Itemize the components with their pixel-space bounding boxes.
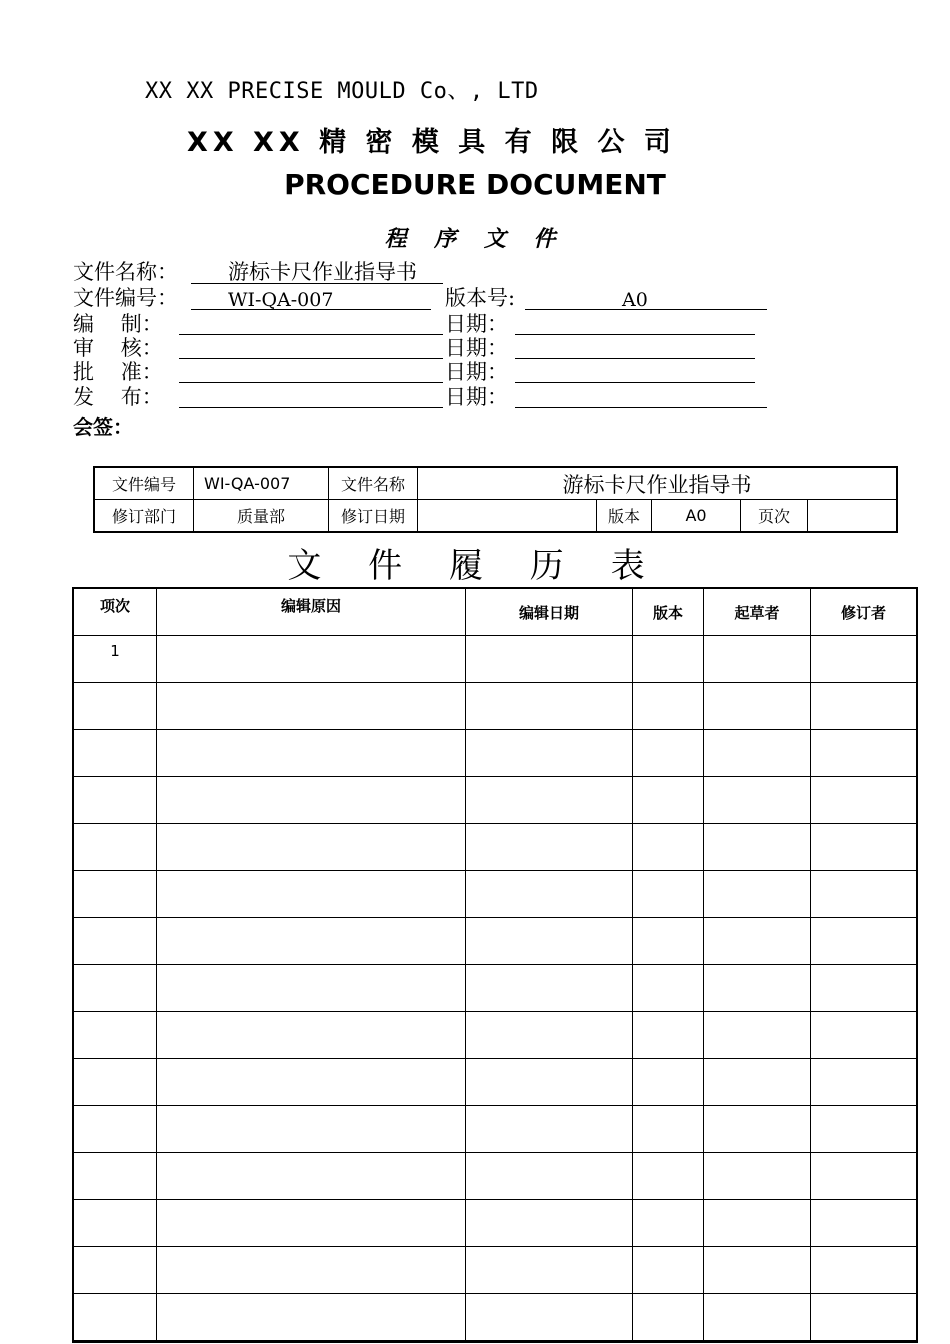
- table-cell: [466, 1294, 633, 1342]
- table-row: [73, 777, 917, 824]
- compile-date-label: 日期：: [445, 312, 508, 336]
- table-cell: [157, 965, 466, 1012]
- table-cell: [811, 965, 918, 1012]
- info-rev-date-value: [418, 500, 597, 533]
- review-label: 审 核：: [73, 336, 163, 360]
- table-cell: [704, 824, 811, 871]
- table-cell: [157, 1059, 466, 1106]
- table-cell: [73, 683, 157, 730]
- table-cell: [73, 1059, 157, 1106]
- table-cell: [466, 1012, 633, 1059]
- document-title-cn: 程 序 文 件: [384, 226, 566, 252]
- table-cell: [633, 965, 704, 1012]
- table-cell: [811, 683, 918, 730]
- table-cell: [633, 918, 704, 965]
- info-file-name-value: 游标卡尺作业指导书: [418, 467, 898, 500]
- table-cell: [704, 1294, 811, 1342]
- compile-underline: [179, 312, 443, 335]
- table-cell: [704, 777, 811, 824]
- table-cell: [466, 777, 633, 824]
- table-cell: [466, 1200, 633, 1247]
- table-cell: [157, 777, 466, 824]
- table-cell: [73, 1200, 157, 1247]
- table-cell: [157, 1294, 466, 1342]
- table-cell: [466, 730, 633, 777]
- info-file-no-value: WI-QA-007: [194, 467, 329, 500]
- table-cell: [73, 730, 157, 777]
- table-cell: [811, 1106, 918, 1153]
- info-dept-label: 修订部门: [94, 500, 194, 533]
- company-name-cn: XX XX 精 密 模 具 有 限 公 司: [187, 127, 676, 158]
- table-cell: [811, 1059, 918, 1106]
- table-cell: [811, 1153, 918, 1200]
- table-cell: [466, 871, 633, 918]
- table-cell: [157, 1153, 466, 1200]
- table-cell: [704, 730, 811, 777]
- col-reviser: 修订者: [811, 588, 918, 636]
- table-cell: [811, 777, 918, 824]
- table-cell: [633, 636, 704, 683]
- col-edit-date: 编辑日期: [466, 588, 633, 636]
- info-version-value: A0: [652, 500, 741, 533]
- approve-date-underline: [515, 360, 755, 383]
- info-file-no-label: 文件编号: [94, 467, 194, 500]
- file-no-label: 文件编号：: [73, 286, 178, 310]
- table-cell: [73, 918, 157, 965]
- table-row: [73, 1153, 917, 1200]
- table-cell: [157, 683, 466, 730]
- table-cell: [811, 918, 918, 965]
- table-cell: [73, 1247, 157, 1294]
- release-date-underline: [515, 385, 767, 408]
- table-cell: [633, 1059, 704, 1106]
- table-cell: [466, 824, 633, 871]
- table-row: [73, 1106, 917, 1153]
- table-cell: [157, 730, 466, 777]
- table-cell: [73, 777, 157, 824]
- review-date-underline: [515, 336, 755, 359]
- table-cell: [466, 683, 633, 730]
- table-cell: [633, 1247, 704, 1294]
- release-date-label: 日期：: [445, 385, 508, 409]
- table-cell: [811, 871, 918, 918]
- table-cell: [73, 1106, 157, 1153]
- table-row: [73, 918, 917, 965]
- table-row: [73, 1294, 917, 1342]
- table-cell: [704, 1106, 811, 1153]
- table-cell: [466, 918, 633, 965]
- table-cell: [73, 1153, 157, 1200]
- table-cell: [811, 1247, 918, 1294]
- info-rev-date-label: 修订日期: [329, 500, 418, 533]
- approve-underline: [179, 360, 443, 383]
- table-cell: [466, 1059, 633, 1106]
- table-cell: [157, 1012, 466, 1059]
- table-cell: [466, 1247, 633, 1294]
- table-cell: [704, 1200, 811, 1247]
- compile-label: 编 制：: [73, 312, 163, 336]
- col-item: 项次: [73, 588, 157, 636]
- document-title-en: PROCEDURE DOCUMENT: [284, 168, 666, 201]
- table-row: [73, 1200, 917, 1247]
- table-cell: [811, 730, 918, 777]
- table-cell: [704, 965, 811, 1012]
- table-cell: [633, 871, 704, 918]
- table-cell: [704, 1247, 811, 1294]
- col-drafter: 起草者: [704, 588, 811, 636]
- table-cell: [157, 918, 466, 965]
- approve-label: 批 准：: [73, 360, 163, 384]
- table-cell: [633, 1294, 704, 1342]
- table-cell: [73, 871, 157, 918]
- table-row: [73, 1012, 917, 1059]
- col-version: 版本: [633, 588, 704, 636]
- table-cell: [157, 824, 466, 871]
- table-cell: [633, 1012, 704, 1059]
- table-cell: [157, 1200, 466, 1247]
- table-row: [73, 683, 917, 730]
- release-label: 发 布：: [73, 385, 163, 409]
- table-cell: [633, 1106, 704, 1153]
- release-underline: [179, 385, 443, 408]
- table-row: [73, 871, 917, 918]
- table-cell: [704, 871, 811, 918]
- table-cell: [466, 1106, 633, 1153]
- file-no-value: WI-QA-007: [228, 289, 334, 311]
- info-dept-value: 质量部: [194, 500, 329, 533]
- table-cell: [633, 730, 704, 777]
- document-meta: [73, 260, 793, 410]
- revision-history-table: [72, 587, 918, 1343]
- table-cell: [811, 824, 918, 871]
- info-version-label: 版本: [597, 500, 652, 533]
- document-info-table: [93, 466, 898, 533]
- history-header-row: [73, 588, 917, 636]
- table-cell: [704, 1059, 811, 1106]
- company-name-en: XX XX PRECISE MOULD Co、, LTD: [145, 79, 539, 104]
- version-value: A0: [622, 289, 648, 311]
- table-cell: 1: [73, 636, 157, 683]
- table-cell: [633, 683, 704, 730]
- info-page-value: [808, 500, 898, 533]
- approve-date-label: 日期：: [445, 360, 508, 384]
- table-row: [73, 1247, 917, 1294]
- table-row: [73, 636, 917, 683]
- review-date-label: 日期：: [445, 336, 508, 360]
- table-cell: [633, 1153, 704, 1200]
- countersign-label: 会签：: [73, 415, 133, 439]
- table-cell: [704, 1012, 811, 1059]
- table-cell: [157, 636, 466, 683]
- table-cell: [157, 871, 466, 918]
- table-cell: [633, 1200, 704, 1247]
- table-cell: [73, 965, 157, 1012]
- table-cell: [704, 636, 811, 683]
- table-row: [73, 1059, 917, 1106]
- table-cell: [811, 1294, 918, 1342]
- table-cell: [811, 636, 918, 683]
- table-cell: [73, 1294, 157, 1342]
- table-cell: [704, 1153, 811, 1200]
- table-cell: [704, 683, 811, 730]
- info-file-name-label: 文件名称: [329, 467, 418, 500]
- table-cell: [73, 824, 157, 871]
- table-cell: [811, 1200, 918, 1247]
- file-name-value: 游标卡尺作业指导书: [228, 260, 417, 284]
- info-page-label: 页次: [741, 500, 808, 533]
- table-row: [73, 965, 917, 1012]
- table-cell: [157, 1106, 466, 1153]
- version-label: 版本号:: [445, 286, 516, 310]
- col-reason: 编辑原因: [157, 588, 466, 636]
- history-title: 文 件 履 历 表: [287, 546, 663, 586]
- table-cell: [466, 1153, 633, 1200]
- table-cell: [633, 824, 704, 871]
- table-cell: [466, 636, 633, 683]
- table-row: [73, 824, 917, 871]
- table-cell: [73, 1012, 157, 1059]
- table-row: [73, 730, 917, 777]
- file-name-label: 文件名称：: [73, 260, 178, 284]
- table-cell: [811, 1012, 918, 1059]
- table-cell: [466, 965, 633, 1012]
- table-cell: [633, 777, 704, 824]
- table-cell: [704, 918, 811, 965]
- compile-date-underline: [515, 312, 755, 335]
- table-cell: [157, 1247, 466, 1294]
- review-underline: [179, 336, 443, 359]
